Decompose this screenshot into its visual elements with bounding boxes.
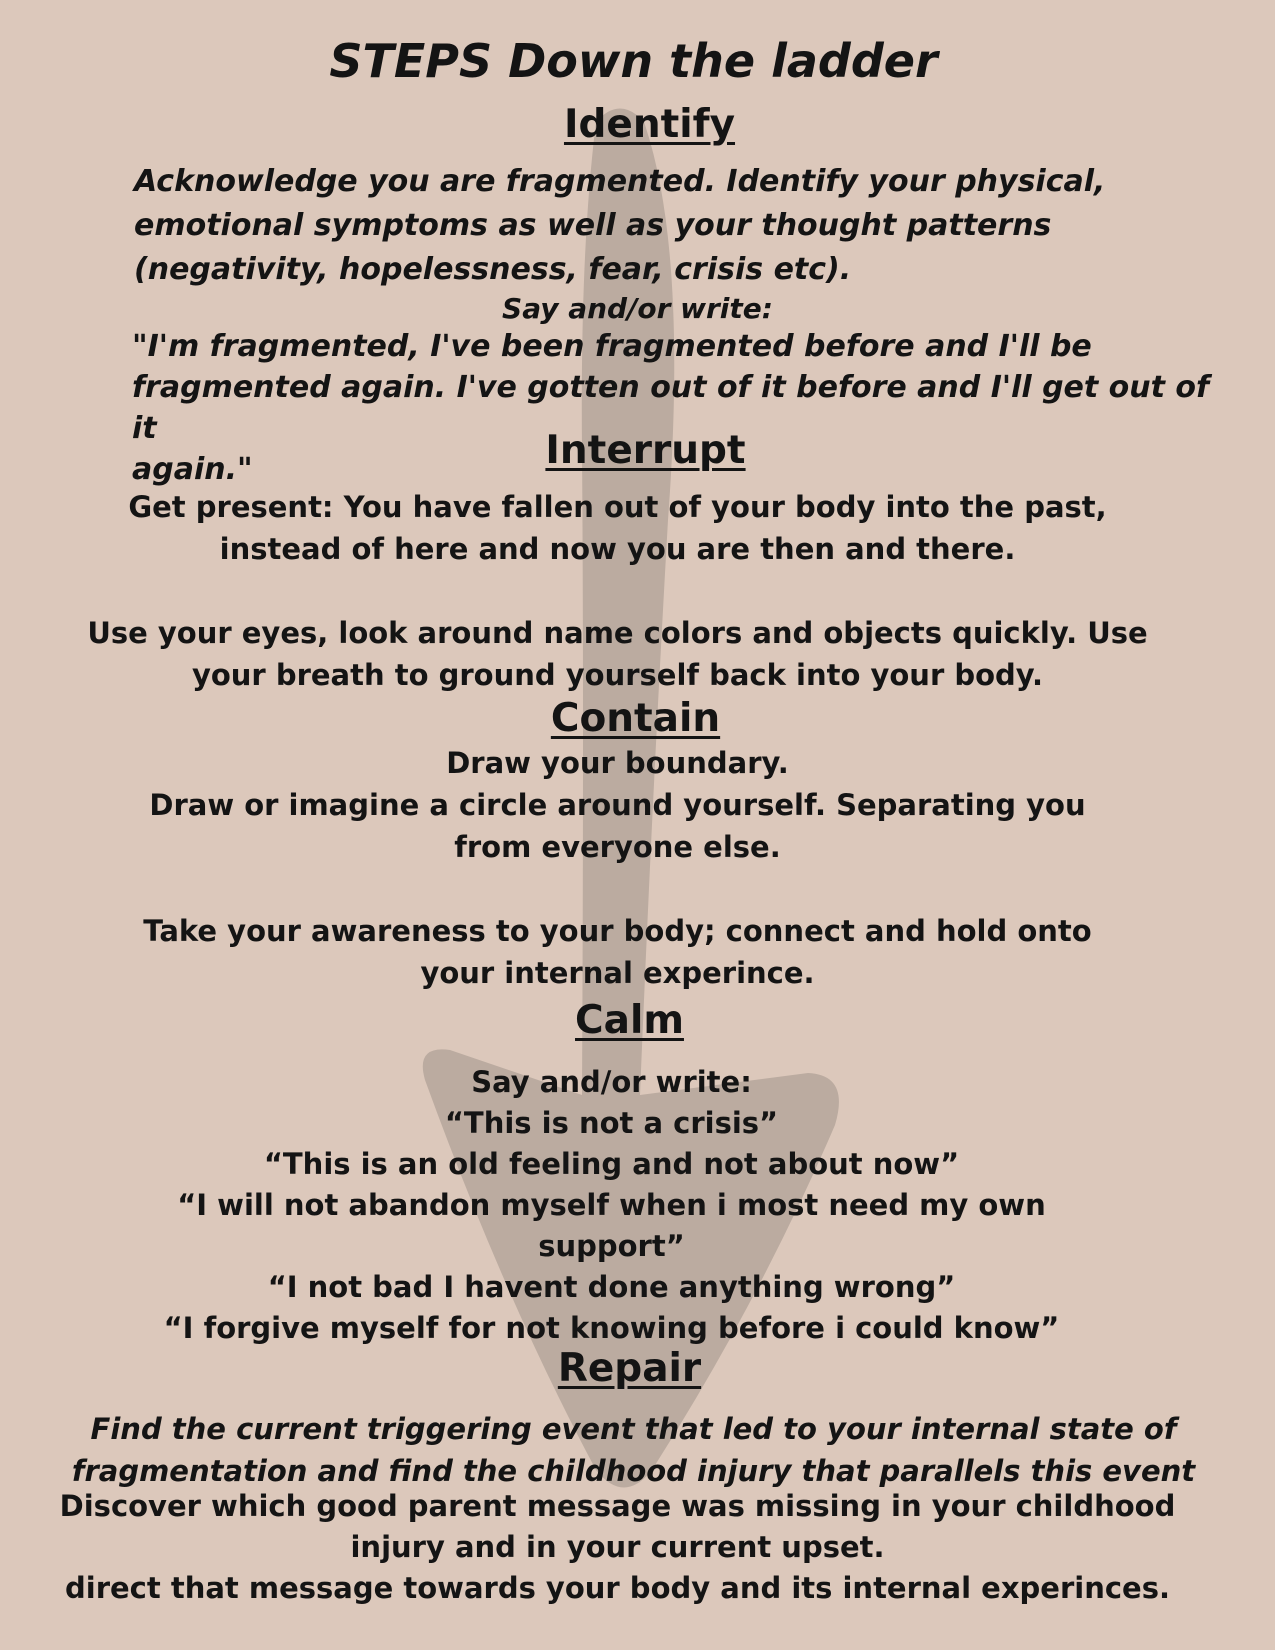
identify-line: Acknowledge you are fragmented. Identify your physical, [134, 164, 1106, 199]
contain-line: Take your awareness to your body; connect and hold onto [143, 914, 1092, 948]
calm-line: “I will not abandon myself when i most need my own [177, 1188, 1046, 1222]
identify-quote-line: again." [132, 452, 253, 487]
repair-line: injury and in your current upset. [350, 1530, 885, 1564]
repair-line: direct that message towards your body and its internal experinces. [65, 1571, 1170, 1605]
heading-identify: Identify [563, 102, 736, 147]
identify-line: (negativity, hopelessness, fear, crisis etc). [134, 252, 852, 287]
contain-line: Draw or imagine a circle around yourself. Separating you [149, 788, 1086, 822]
identify-quote-line: fragmented again. I've gotten out of it before and I'll get out of it [132, 370, 1210, 446]
interrupt-line: Get present: You have fallen out of your body into the past, [128, 490, 1107, 524]
heading-repair: Repair [557, 1346, 702, 1391]
repair-text [0, 1486, 1255, 1609]
heading-interrupt: Interrupt [545, 428, 746, 473]
calm-line: “This is not a crisis” [444, 1106, 779, 1140]
contain-line: your internal experince. [420, 956, 815, 990]
identify-quote-line: "I'm fragmented, I've been fragmented before and I'll be [132, 329, 1092, 364]
contain-line: from everyone else. [454, 830, 781, 864]
calm-prompt: Say and/or write: [471, 1065, 752, 1099]
interrupt-text [0, 486, 1255, 696]
repair-italic [0, 1408, 1271, 1492]
interrupt-line: your breath to ground yourself back into your body. [191, 658, 1044, 692]
interrupt-line: instead of here and now you are then and there. [219, 532, 1016, 566]
page-title: STEPS Down the ladder [329, 34, 938, 88]
contain-text [0, 742, 1255, 994]
contain-line: Draw your boundary. [446, 746, 789, 780]
heading-calm: Calm [575, 998, 684, 1043]
calm-line: support” [538, 1229, 685, 1263]
calm-line: “I not bad I havent done anything wrong” [267, 1270, 956, 1304]
repair-line: Discover which good parent message was missing in your childhood [59, 1489, 1176, 1523]
calm-line: “This is an old feeling and not about now” [263, 1147, 960, 1181]
identify-line: emotional symptoms as well as your thought patterns [134, 208, 1052, 243]
identify-text [134, 160, 1214, 292]
heading-contain: Contain [550, 696, 721, 741]
identify-prompt: Say and/or write: [502, 292, 773, 325]
repair-italic-line: Find the current triggering event that led to your internal state of [90, 1412, 1177, 1446]
calm-line: “I forgive myself for not knowing before i could know” [163, 1311, 1060, 1345]
calm-text [0, 1062, 1249, 1349]
interrupt-line: Use your eyes, look around name colors and objects quickly. Use [87, 616, 1148, 650]
repair-italic-line: fragmentation and find the childhood injury that parallels this event [71, 1454, 1196, 1488]
